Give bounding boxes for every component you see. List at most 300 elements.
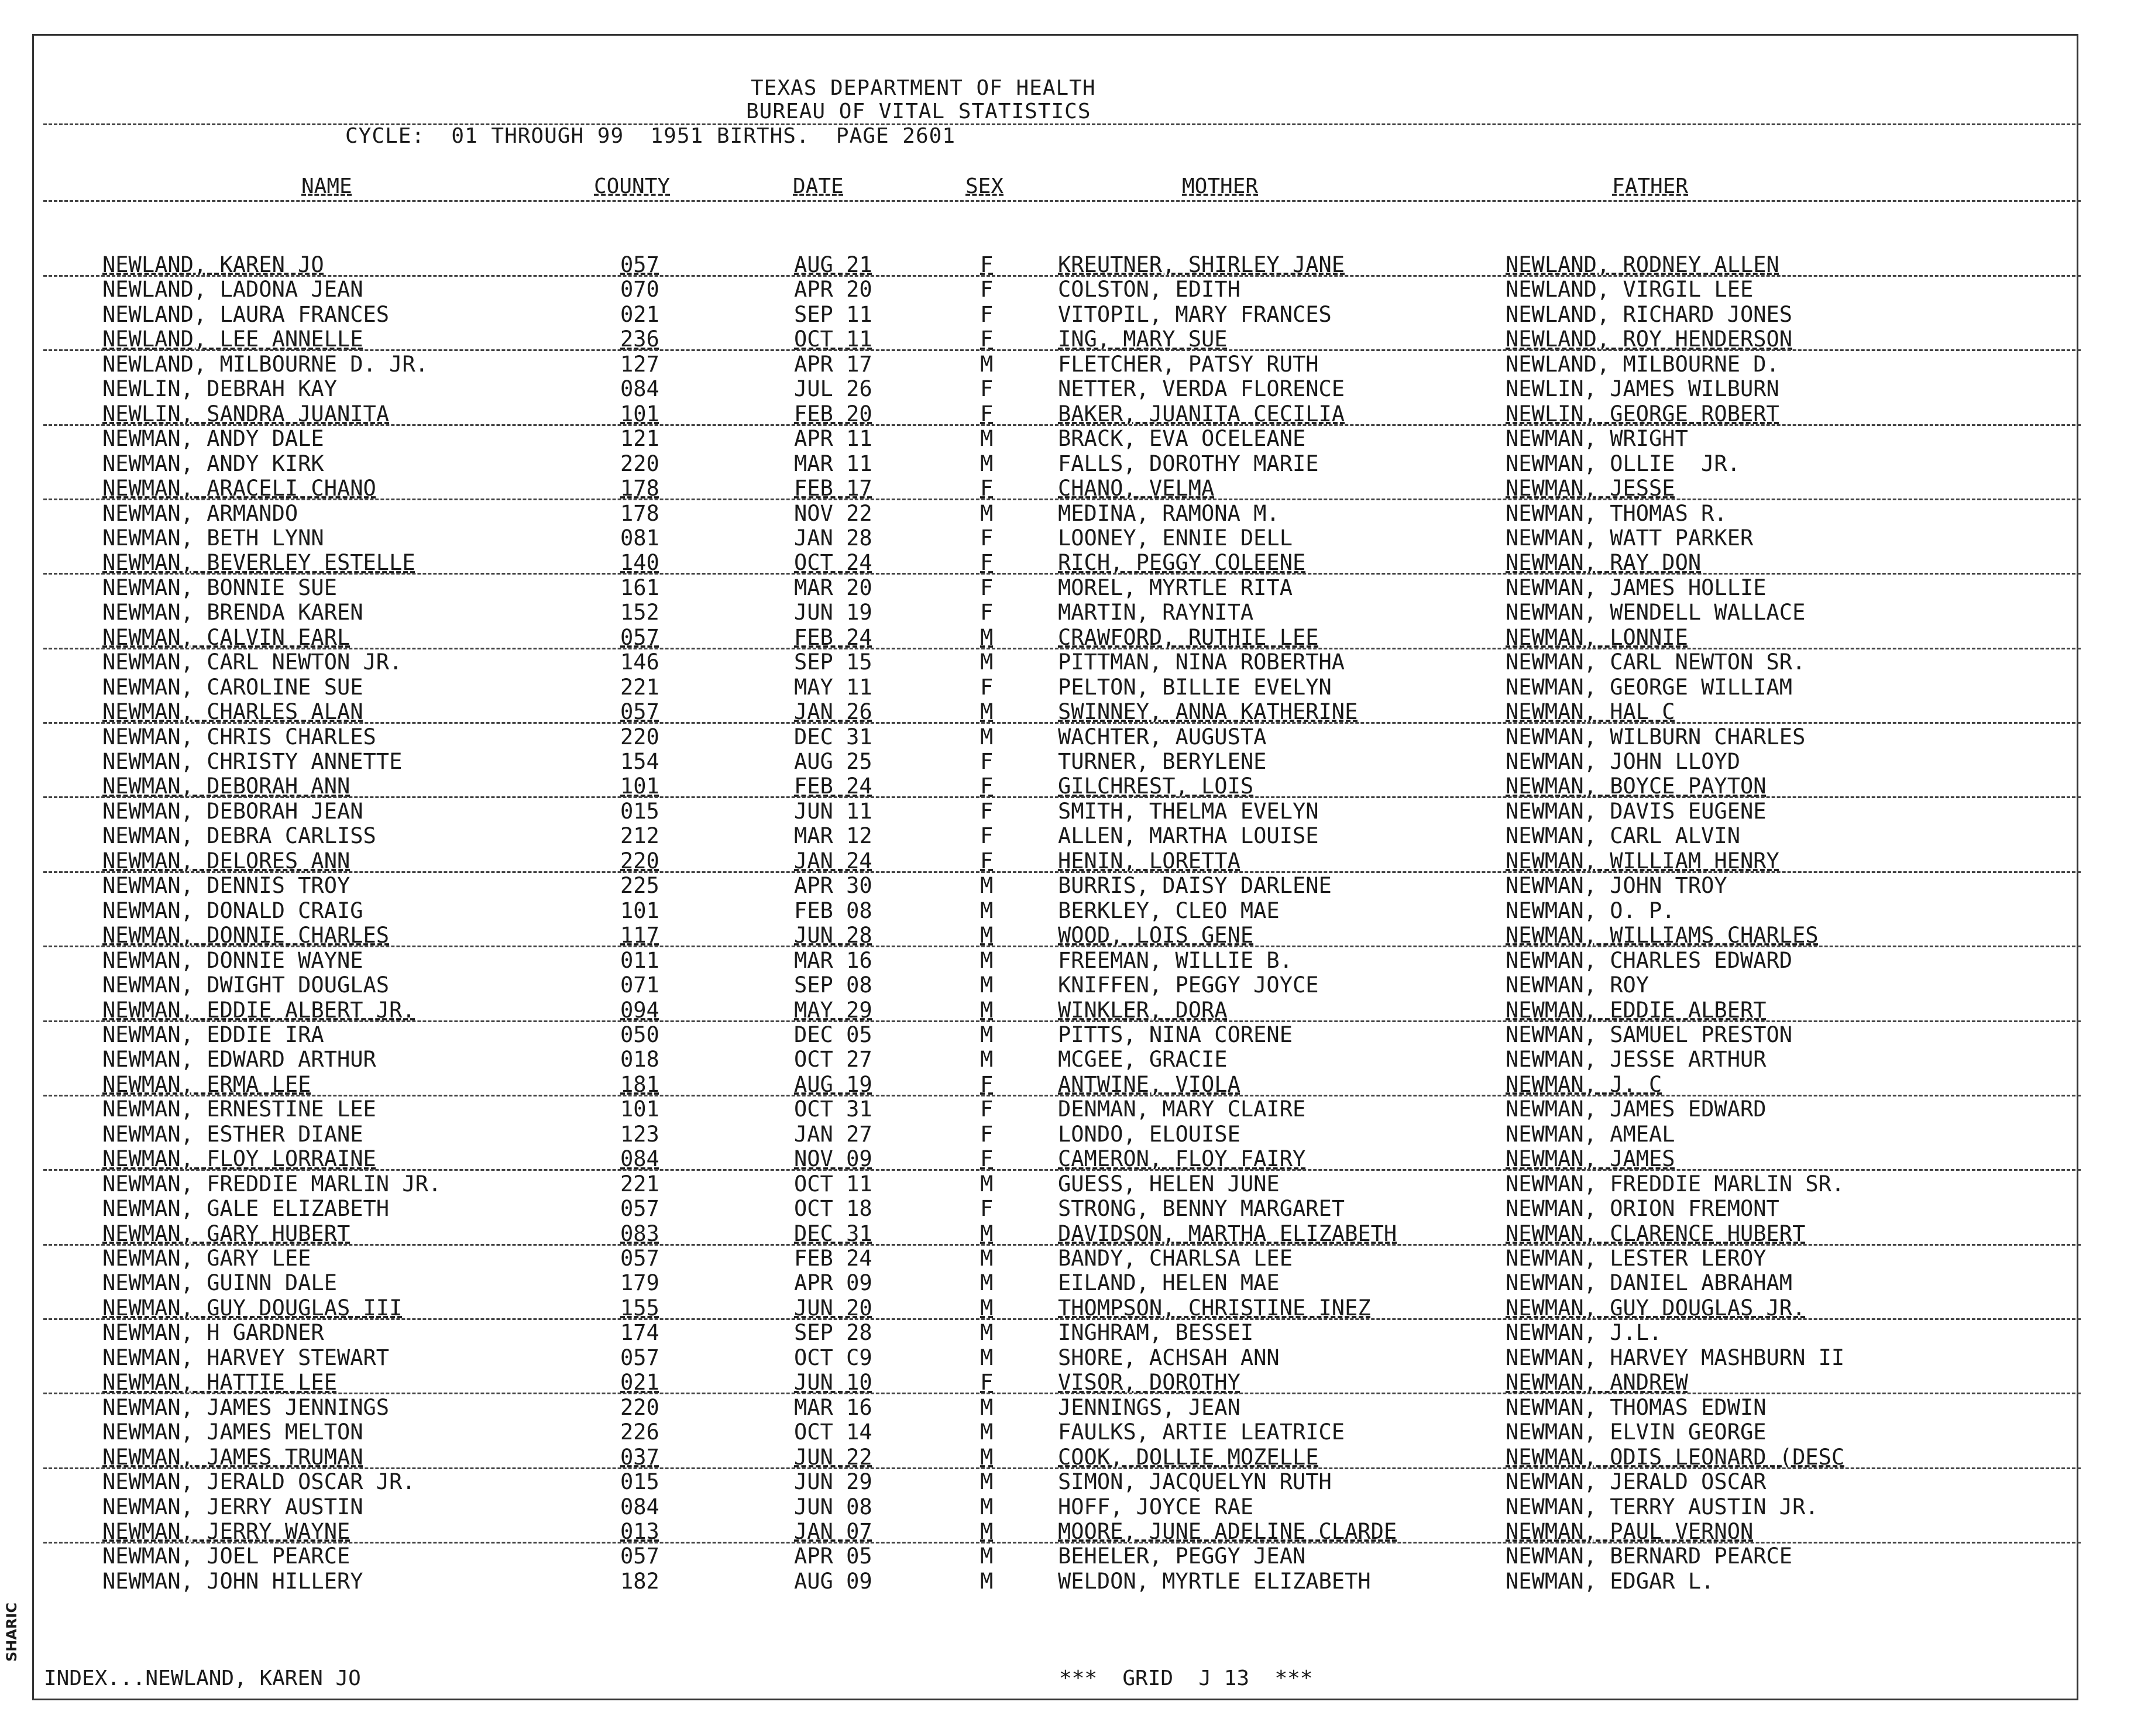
cell-father: NEWMAN, WATT PARKER (1506, 525, 1754, 551)
cell-father: NEWMAN, CLARENCE HUBERT (1506, 1221, 1806, 1246)
cell-sex: F (980, 1146, 994, 1172)
table-row (0, 948, 2141, 973)
cell-sex: M (980, 997, 994, 1023)
cell-county: 037 (620, 1444, 659, 1470)
cell-county: 154 (620, 749, 659, 774)
cell-date: MAY 11 (794, 674, 872, 700)
cell-name: NEWLAND, MILBOURNE D. JR. (102, 351, 428, 377)
cell-father: NEWLAND, VIRGIL LEE (1506, 277, 1754, 302)
cell-mother: DENMAN, MARY CLAIRE (1058, 1096, 1306, 1122)
table-row (0, 1520, 2141, 1544)
cell-father: NEWMAN, OLLIE JR. (1506, 451, 1740, 476)
cell-name: NEWMAN, HARVEY STEWART (102, 1345, 390, 1370)
cell-county: 101 (620, 401, 659, 427)
cell-mother: KREUTNER, SHIRLEY JANE (1058, 252, 1345, 277)
cell-county: 220 (620, 724, 659, 750)
cell-sex: F (980, 848, 994, 874)
cell-mother: WACHTER, AUGUSTA (1058, 724, 1267, 750)
cell-sex: M (980, 1518, 994, 1544)
cell-name: NEWLIN, DEBRAH KAY (102, 376, 337, 402)
cell-father: NEWMAN, CARL ALVIN (1506, 823, 1740, 849)
cell-father: NEWMAN, O. P. (1506, 898, 1675, 923)
cell-mother: CAMERON, FLOY FAIRY (1058, 1146, 1306, 1172)
cell-father: NEWMAN, HARVEY MASHBURN II (1506, 1345, 1845, 1370)
cell-name: NEWMAN, GUINN DALE (102, 1270, 337, 1296)
cell-sex: F (980, 525, 994, 551)
cell-father: NEWMAN, EDDIE ALBERT (1506, 997, 1767, 1023)
table-row (0, 1346, 2141, 1370)
cell-date: FEB 24 (794, 624, 872, 650)
table-row (0, 1097, 2141, 1122)
cell-father: NEWMAN, JOHN TROY (1506, 873, 1727, 899)
cell-mother: BERKLEY, CLEO MAE (1058, 898, 1280, 923)
cell-sex: M (980, 624, 994, 650)
cell-father: NEWLAND, MILBOURNE D. (1506, 351, 1779, 377)
cell-date: SEP 11 (794, 301, 872, 327)
cell-sex: M (980, 351, 994, 377)
cell-sex: F (980, 301, 994, 327)
cell-date: MAR 20 (794, 575, 872, 600)
cell-date: JUN 11 (794, 798, 872, 824)
col-head-father: FATHER (1612, 174, 1689, 198)
cell-name: NEWLAND, LADONA JEAN (102, 277, 363, 302)
cell-sex: F (980, 277, 994, 302)
cell-date: JUN 29 (794, 1469, 872, 1495)
cell-county: 084 (620, 1494, 659, 1520)
cell-mother: FREEMAN, WILLIE B. (1058, 947, 1293, 973)
cell-name: NEWMAN, ARMANDO (102, 500, 298, 526)
cell-mother: INGHRAM, BESSEI (1058, 1320, 1254, 1346)
cell-date: FEB 17 (794, 476, 872, 501)
cell-name: NEWLAND, KAREN JO (102, 252, 324, 277)
cell-name: NEWMAN, GALE ELIZABETH (102, 1196, 390, 1222)
cell-father: NEWMAN, WILLIAM HENRY (1506, 848, 1779, 874)
cell-name: NEWMAN, BRENDA KAREN (102, 600, 363, 625)
cell-name: NEWMAN, CAROLINE SUE (102, 674, 363, 700)
cell-name: NEWMAN, DELORES ANN (102, 848, 350, 874)
cell-date: NOV 09 (794, 1146, 872, 1172)
cell-name: NEWMAN, ERNESTINE LEE (102, 1096, 376, 1122)
cell-sex: M (980, 500, 994, 526)
table-row (0, 799, 2141, 824)
cell-name: NEWMAN, DWIGHT DOUGLAS (102, 972, 390, 998)
cell-mother: LOONEY, ENNIE DELL (1058, 525, 1293, 551)
cell-father: NEWMAN, JAMES (1506, 1146, 1675, 1172)
cell-sex: M (980, 451, 994, 476)
cell-name: NEWMAN, HATTIE LEE (102, 1370, 337, 1395)
table-row (0, 1271, 2141, 1295)
cell-father: NEWMAN, JAMES EDWARD (1506, 1096, 1767, 1122)
cell-date: AUG 25 (794, 749, 872, 774)
cell-county: 057 (620, 1196, 659, 1222)
cell-father: NEWMAN, ORION FREMONT (1506, 1196, 1779, 1222)
cell-county: 161 (620, 575, 659, 600)
cell-sex: M (980, 972, 994, 998)
cell-date: DEC 05 (794, 1022, 872, 1047)
cell-father: NEWMAN, CHARLES EDWARD (1506, 947, 1793, 973)
row-divider (43, 722, 2081, 724)
cell-county: 225 (620, 873, 659, 899)
table-row (0, 1495, 2141, 1520)
cell-sex: F (980, 575, 994, 600)
cell-sex: F (980, 774, 994, 799)
table-row (0, 1470, 2141, 1494)
table-row (0, 576, 2141, 600)
cell-father: NEWMAN, CARL NEWTON SR. (1506, 649, 1806, 675)
cell-name: NEWMAN, JERRY AUSTIN (102, 1494, 363, 1520)
cell-name: NEWMAN, JAMES TRUMAN (102, 1444, 363, 1470)
cell-county: 057 (620, 1246, 659, 1271)
table-row (0, 452, 2141, 476)
cell-county: 011 (620, 947, 659, 973)
cell-mother: NETTER, VERDA FLORENCE (1058, 376, 1345, 402)
cell-father: NEWMAN, FREDDIE MARLIN SR. (1506, 1171, 1845, 1197)
col-head-name: NAME (301, 174, 352, 198)
col-head-mother: MOTHER (1182, 174, 1259, 198)
cell-date: AUG 09 (794, 1568, 872, 1594)
cell-mother: BURRIS, DAISY DARLENE (1058, 873, 1332, 899)
cell-county: 081 (620, 525, 659, 551)
table-row (0, 1222, 2141, 1246)
cell-mother: SIMON, JACQUELYN RUTH (1058, 1469, 1332, 1495)
cell-sex: F (980, 674, 994, 700)
cell-name: NEWMAN, DONNIE WAYNE (102, 947, 363, 973)
side-label: SHARIC (4, 1603, 20, 1662)
cell-sex: M (980, 1221, 994, 1246)
cell-father: NEWMAN, WRIGHT (1506, 426, 1688, 452)
cell-date: APR 30 (794, 873, 872, 899)
header-subtitle: BUREAU OF VITAL STATISTICS (746, 99, 1091, 123)
cell-mother: CRAWFORD, RUTHIE LEE (1058, 624, 1319, 650)
cell-date: JAN 07 (794, 1518, 872, 1544)
table-row (0, 700, 2141, 724)
cell-mother: SHORE, ACHSAH ANN (1058, 1345, 1280, 1370)
cell-date: OCT 11 (794, 326, 872, 352)
table-row (0, 1246, 2141, 1271)
cell-date: AUG 21 (794, 252, 872, 277)
cell-sex: F (980, 252, 994, 277)
cell-sex: M (980, 1246, 994, 1271)
cell-mother: WINKLER, DORA (1058, 997, 1228, 1023)
cell-father: NEWMAN, J. C (1506, 1071, 1662, 1097)
cell-mother: PITTMAN, NINA ROBERTHA (1058, 649, 1345, 675)
table-row (0, 998, 2141, 1023)
cell-sex: F (980, 1071, 994, 1097)
table-row (0, 1321, 2141, 1345)
cell-date: JAN 26 (794, 699, 872, 725)
cell-sex: M (980, 1419, 994, 1445)
cell-date: FEB 24 (794, 774, 872, 799)
cell-date: JAN 24 (794, 848, 872, 874)
table-row (0, 1172, 2141, 1197)
cell-father: NEWMAN, ODIS LEONARD (DESC (1506, 1444, 1845, 1470)
cell-sex: F (980, 376, 994, 402)
cell-sex: F (980, 1121, 994, 1147)
cell-date: SEP 08 (794, 972, 872, 998)
table-row (0, 402, 2141, 427)
cell-county: 221 (620, 674, 659, 700)
cell-sex: F (980, 1370, 994, 1395)
cell-name: NEWMAN, FREDDIE MARLIN JR. (102, 1171, 442, 1197)
cell-date: JAN 27 (794, 1121, 872, 1147)
cell-sex: M (980, 1320, 994, 1346)
cell-mother: BAKER, JUANITA CECILIA (1058, 401, 1345, 427)
cell-date: FEB 24 (794, 1246, 872, 1271)
cell-mother: FAULKS, ARTIE LEATRICE (1058, 1419, 1345, 1445)
cell-sex: M (980, 1295, 994, 1321)
cell-sex: M (980, 1494, 994, 1520)
cell-name: NEWMAN, CHARLES ALAN (102, 699, 363, 725)
cell-sex: F (980, 600, 994, 625)
cell-mother: ING, MARY SUE (1058, 326, 1228, 352)
cell-county: 117 (620, 923, 659, 948)
cell-county: 121 (620, 426, 659, 452)
cell-date: SEP 15 (794, 649, 872, 675)
cell-date: APR 17 (794, 351, 872, 377)
cell-date: MAR 16 (794, 947, 872, 973)
cell-sex: M (980, 1444, 994, 1470)
cell-county: 179 (620, 1270, 659, 1296)
cell-mother: MARTIN, RAYNITA (1058, 600, 1254, 625)
table-row (0, 352, 2141, 377)
cell-name: NEWMAN, GARY LEE (102, 1246, 311, 1271)
cell-sex: F (980, 1096, 994, 1122)
table-row (0, 725, 2141, 750)
cell-date: JUL 26 (794, 376, 872, 402)
cell-name: NEWMAN, DEBRA CARLISS (102, 823, 376, 849)
cell-county: 021 (620, 1370, 659, 1395)
cell-date: JUN 19 (794, 600, 872, 625)
cell-county: 021 (620, 301, 659, 327)
cell-father: NEWMAN, JAMES HOLLIE (1506, 575, 1767, 600)
cell-name: NEWMAN, JOEL PEARCE (102, 1544, 350, 1569)
cell-county: 018 (620, 1047, 659, 1072)
row-divider (43, 349, 2081, 351)
cell-name: NEWMAN, DEBORAH ANN (102, 774, 350, 799)
cell-sex: M (980, 947, 994, 973)
col-head-county: COUNTY (594, 174, 671, 198)
cell-name: NEWMAN, FLOY LORRAINE (102, 1146, 376, 1172)
cell-date: MAY 29 (794, 997, 872, 1023)
table-row (0, 302, 2141, 327)
cell-mother: CHANO, VELMA (1058, 476, 1215, 501)
table-row (0, 675, 2141, 700)
table-row (0, 1147, 2141, 1171)
cell-name: NEWMAN, JERALD OSCAR JR. (102, 1469, 415, 1495)
cell-sex: F (980, 326, 994, 352)
cell-county: 174 (620, 1320, 659, 1346)
cell-mother: FLETCHER, PATSY RUTH (1058, 351, 1319, 377)
cell-date: FEB 08 (794, 898, 872, 923)
cell-father: NEWMAN, THOMAS EDWIN (1506, 1394, 1767, 1420)
cell-mother: DAVIDSON, MARTHA ELIZABETH (1058, 1221, 1397, 1246)
cell-name: NEWLAND, LAURA FRANCES (102, 301, 390, 327)
table-row (0, 327, 2141, 352)
cell-mother: MOORE, JUNE ADELINE CLARDE (1058, 1518, 1397, 1544)
cell-sex: F (980, 476, 994, 501)
cell-sex: M (980, 923, 994, 948)
cell-county: 212 (620, 823, 659, 849)
cell-mother: MOREL, MYRTLE RITA (1058, 575, 1293, 600)
cell-name: NEWLIN, SANDRA JUANITA (102, 401, 390, 427)
cell-date: OCT 24 (794, 550, 872, 576)
cell-date: JUN 22 (794, 1444, 872, 1470)
table-row (0, 1072, 2141, 1097)
cell-mother: LONDO, ELOUISE (1058, 1121, 1240, 1147)
table-row (0, 874, 2141, 898)
cell-mother: KNIFFEN, PEGGY JOYCE (1058, 972, 1319, 998)
table-row (0, 1420, 2141, 1445)
cell-county: 220 (620, 1394, 659, 1420)
table-row (0, 277, 2141, 302)
cell-name: NEWMAN, DENNIS TROY (102, 873, 350, 899)
header-title: TEXAS DEPARTMENT OF HEALTH (751, 76, 1096, 100)
cell-mother: MEDINA, RAMONA M. (1058, 500, 1280, 526)
cell-county: 152 (620, 600, 659, 625)
cell-name: NEWMAN, ESTHER DIANE (102, 1121, 363, 1147)
cell-name: NEWMAN, ANDY KIRK (102, 451, 324, 476)
cell-county: 127 (620, 351, 659, 377)
cell-sex: M (980, 1171, 994, 1197)
cell-name: NEWMAN, BETH LYNN (102, 525, 324, 551)
cell-mother: ANTWINE, VIOLA (1058, 1071, 1240, 1097)
cell-mother: SWINNEY, ANNA KATHERINE (1058, 699, 1358, 725)
cell-sex: F (980, 401, 994, 427)
cell-father: NEWLIN, GEORGE ROBERT (1506, 401, 1779, 427)
cell-county: 146 (620, 649, 659, 675)
row-divider (43, 573, 2081, 575)
cell-sex: M (980, 1469, 994, 1495)
cell-father: NEWLAND, RODNEY ALLEN (1506, 252, 1779, 277)
cell-father: NEWMAN, J.L. (1506, 1320, 1662, 1346)
cell-sex: M (980, 873, 994, 899)
cell-date: JAN 28 (794, 525, 872, 551)
table-row (0, 1370, 2141, 1395)
cell-father: NEWLAND, ROY HENDERSON (1506, 326, 1793, 352)
cell-father: NEWMAN, WILLIAMS CHARLES (1506, 923, 1819, 948)
cell-county: 101 (620, 898, 659, 923)
table-row (0, 551, 2141, 575)
cell-sex: M (980, 1544, 994, 1569)
cell-county: 057 (620, 1544, 659, 1569)
cell-name: NEWMAN, JAMES JENNINGS (102, 1394, 390, 1420)
cell-county: 013 (620, 1518, 659, 1544)
cell-father: NEWMAN, LESTER LEROY (1506, 1246, 1767, 1271)
cell-date: NOV 22 (794, 500, 872, 526)
cell-county: 226 (620, 1419, 659, 1445)
cell-mother: SMITH, THELMA EVELYN (1058, 798, 1319, 824)
cell-mother: BEHELER, PEGGY JEAN (1058, 1544, 1306, 1569)
cell-date: APR 09 (794, 1270, 872, 1296)
cell-county: 220 (620, 451, 659, 476)
cell-county: 084 (620, 376, 659, 402)
cell-mother: WOOD, LOIS GENE (1058, 923, 1254, 948)
cell-mother: FALLS, DOROTHY MARIE (1058, 451, 1319, 476)
cell-mother: HOFF, JOYCE RAE (1058, 1494, 1254, 1520)
cell-father: NEWMAN, LONNIE (1506, 624, 1688, 650)
cell-sex: F (980, 823, 994, 849)
cell-date: JUN 08 (794, 1494, 872, 1520)
cell-county: 221 (620, 1171, 659, 1197)
row-divider (43, 946, 2081, 947)
cell-father: NEWMAN, DANIEL ABRAHAM (1506, 1270, 1793, 1296)
table-row (0, 650, 2141, 675)
table-row (0, 476, 2141, 501)
cell-mother: BRACK, EVA OCELEANE (1058, 426, 1306, 452)
cell-mother: GUESS, HELEN JUNE (1058, 1171, 1280, 1197)
column-divider (43, 200, 2081, 202)
cell-name: NEWMAN, BONNIE SUE (102, 575, 337, 600)
cell-father: NEWMAN, BERNARD PEARCE (1506, 1544, 1793, 1569)
cell-date: JUN 10 (794, 1370, 872, 1395)
cell-county: 057 (620, 1345, 659, 1370)
cell-father: NEWMAN, ANDREW (1506, 1370, 1688, 1395)
cell-county: 181 (620, 1071, 659, 1097)
cell-father: NEWLAND, RICHARD JONES (1506, 301, 1793, 327)
table-row (0, 824, 2141, 848)
cell-county: 101 (620, 1096, 659, 1122)
cell-name: NEWLAND, LEE ANNELLE (102, 326, 363, 352)
cell-mother: GILCHREST, LOIS (1058, 774, 1254, 799)
cell-sex: M (980, 1568, 994, 1594)
cell-date: APR 05 (794, 1544, 872, 1569)
cell-date: OCT 31 (794, 1096, 872, 1122)
table-row (0, 923, 2141, 948)
cell-name: NEWMAN, CARL NEWTON JR. (102, 649, 403, 675)
cell-county: 101 (620, 774, 659, 799)
cell-mother: VISOR, DOROTHY (1058, 1370, 1240, 1395)
cell-county: 178 (620, 500, 659, 526)
cell-date: JUN 28 (794, 923, 872, 948)
cell-county: 236 (620, 326, 659, 352)
cell-father: NEWMAN, EDGAR L. (1506, 1568, 1714, 1594)
cell-name: NEWMAN, JERRY WAYNE (102, 1518, 350, 1544)
cell-date: APR 11 (794, 426, 872, 452)
cell-name: NEWMAN, CHRISTY ANNETTE (102, 749, 403, 774)
cell-name: NEWMAN, ARACELI CHANO (102, 476, 376, 501)
cell-date: OCT 27 (794, 1047, 872, 1072)
cell-father: NEWMAN, HAL C (1506, 699, 1675, 725)
cell-father: NEWMAN, SAMUEL PRESTON (1506, 1022, 1793, 1047)
cell-county: 083 (620, 1221, 659, 1246)
cell-county: 094 (620, 997, 659, 1023)
table-row (0, 253, 2141, 277)
cell-county: 123 (620, 1121, 659, 1147)
cell-sex: M (980, 1394, 994, 1420)
cell-mother: PELTON, BILLIE EVELYN (1058, 674, 1332, 700)
row-divider (43, 1169, 2081, 1171)
cell-sex: F (980, 749, 994, 774)
table-row (0, 1047, 2141, 1072)
cell-name: NEWMAN, H GARDNER (102, 1320, 324, 1346)
cell-name: NEWMAN, BEVERLEY ESTELLE (102, 550, 415, 576)
cell-mother: STRONG, BENNY MARGARET (1058, 1196, 1345, 1222)
table-row (0, 1122, 2141, 1147)
cell-county: 178 (620, 476, 659, 501)
cell-date: DEC 31 (794, 724, 872, 750)
cell-name: NEWMAN, DONALD CRAIG (102, 898, 363, 923)
cell-father: NEWMAN, PAUL VERNON (1506, 1518, 1754, 1544)
cell-date: OCT 18 (794, 1196, 872, 1222)
cell-date: MAR 16 (794, 1394, 872, 1420)
cell-name: NEWMAN, JOHN HILLERY (102, 1568, 363, 1594)
cell-father: NEWMAN, THOMAS R. (1506, 500, 1727, 526)
col-head-date: DATE (793, 174, 844, 198)
cell-date: OCT 11 (794, 1171, 872, 1197)
cell-sex: M (980, 649, 994, 675)
cell-sex: M (980, 699, 994, 725)
footer-index: INDEX...NEWLAND, KAREN JO (44, 1666, 361, 1690)
